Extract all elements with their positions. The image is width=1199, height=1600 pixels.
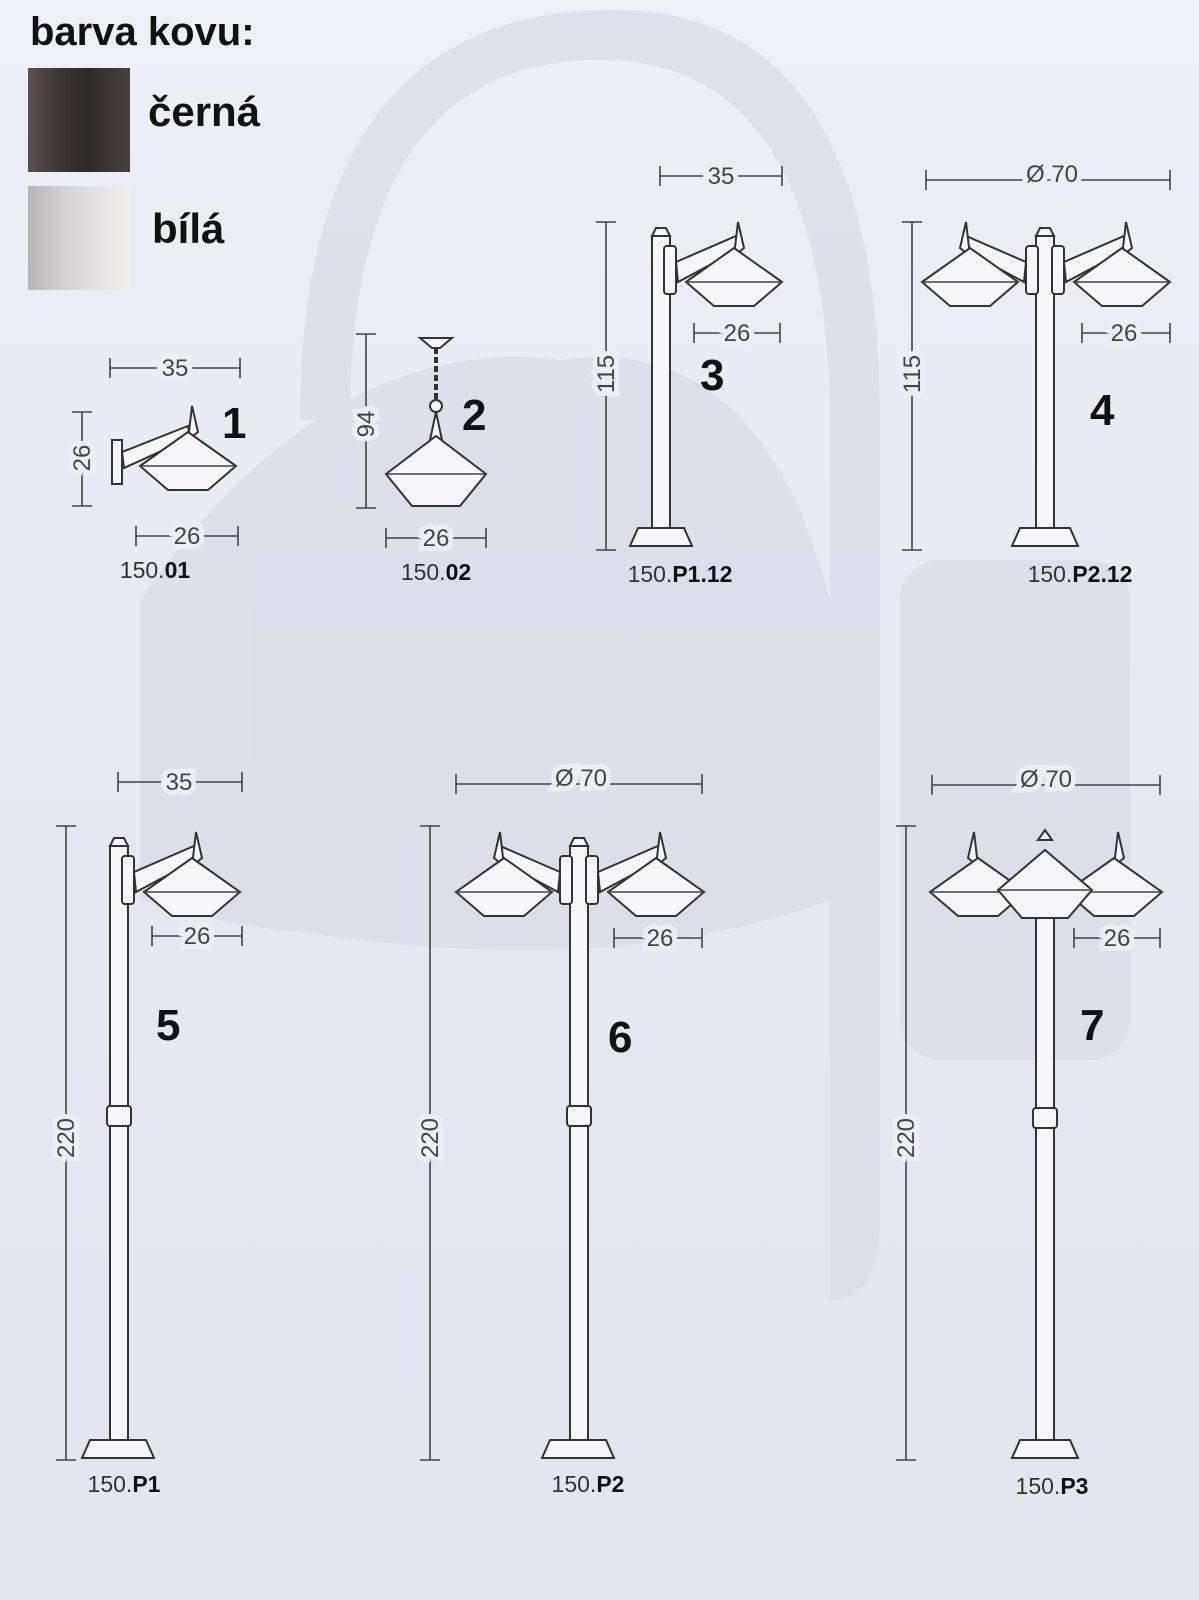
product-5-width-dim: 35 <box>165 769 193 796</box>
product-6-shade-dim: 26 <box>646 925 674 952</box>
product-6-code: 150.P2 <box>551 1471 625 1497</box>
product-4-drawing <box>899 161 1170 587</box>
product-3-shade-dim: 26 <box>723 320 751 347</box>
product-7-code: 150.P3 <box>1015 1473 1089 1499</box>
product-2-code: 150.02 <box>400 559 472 585</box>
product-5-drawing <box>53 769 242 1497</box>
product-1-number: 1 <box>222 399 247 448</box>
product-4-code: 150.P2.12 <box>1027 561 1133 587</box>
product-4-number: 4 <box>1090 386 1115 435</box>
metal-color-heading: barva kovu: <box>30 10 255 54</box>
product-5-code: 150.P1 <box>87 1471 161 1497</box>
product-4-height-dim: 115 <box>899 354 926 394</box>
product-7-number: 7 <box>1080 1001 1105 1050</box>
product-7-drawing <box>893 766 1162 1499</box>
product-1-height-dim: 26 <box>69 444 96 472</box>
product-6-width-dim: Ø 70 <box>554 765 608 792</box>
product-6-height-dim: 220 <box>417 1117 444 1159</box>
product-1-drawing <box>69 355 246 583</box>
product-7-shade-dim: 26 <box>1103 925 1131 952</box>
product-2-shade-dim: 26 <box>422 525 450 552</box>
product-4-width-dim: Ø 70 <box>1025 161 1079 188</box>
product-2-number: 2 <box>462 391 487 440</box>
product-7-height-dim: 220 <box>893 1117 920 1159</box>
product-5-number: 5 <box>156 1001 181 1050</box>
product-5-height-dim: 220 <box>53 1117 80 1159</box>
product-1-shade-dim: 26 <box>173 523 201 550</box>
product-1-width-dim: 35 <box>161 355 189 382</box>
product-3-drawing <box>593 163 782 587</box>
product-3-height-dim: 115 <box>593 354 620 394</box>
product-6-drawing <box>417 765 704 1497</box>
product-3-number: 3 <box>700 351 725 400</box>
color-label-white: bílá <box>152 205 225 252</box>
color-label-black: černá <box>148 88 261 135</box>
product-2-drawing <box>353 334 486 585</box>
product-7-width-dim: Ø 70 <box>1019 766 1073 793</box>
product-1-code: 150.01 <box>119 557 191 583</box>
product-2-height-dim: 94 <box>353 410 380 438</box>
product-3-width-dim: 35 <box>707 163 735 190</box>
product-6-number: 6 <box>608 1013 633 1062</box>
product-5-shade-dim: 26 <box>183 923 211 950</box>
product-4-shade-dim: 26 <box>1110 320 1138 347</box>
product-3-code: 150.P1.12 <box>627 561 733 587</box>
